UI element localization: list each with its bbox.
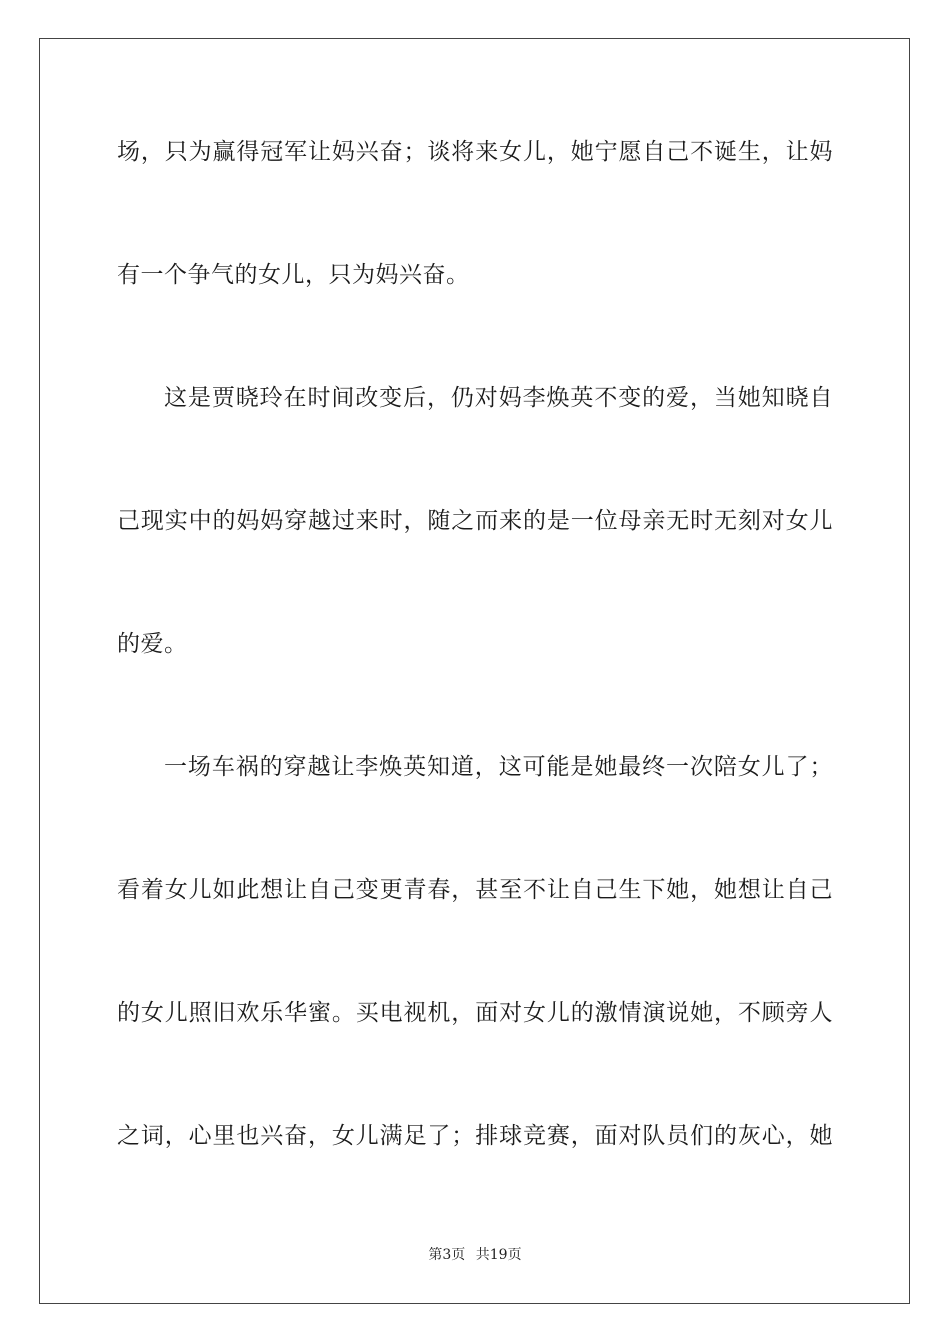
body-line-5: 的爱。 — [117, 631, 188, 657]
page-footer — [0, 1246, 950, 1264]
body-line-2: 有一个争气的女儿，只为妈兴奋。 — [117, 262, 470, 288]
paragraph-start-line-6: 一场车祸的穿越让李焕英知道，这可能是她最终一次陪女儿了； — [164, 754, 833, 780]
paragraph-start-line-3: 这是贾晓玲在时间改变后，仍对妈李焕英不变的爱，当她知晓自 — [164, 385, 833, 411]
page-border — [39, 38, 910, 1304]
body-line-8: 的女儿照旧欢乐华蜜。买电视机，面对女儿的激情演说她，不顾旁人 — [117, 1000, 833, 1026]
body-line-1: 场，只为赢得冠军让妈兴奋；谈将来女儿，她宁愿自己不诞生，让妈 — [117, 139, 833, 165]
page-total: 共19页 — [475, 1247, 522, 1263]
body-line-7: 看着女儿如此想让自己变更青春，甚至不让自己生下她，她想让自己 — [117, 877, 833, 903]
body-line-9: 之词，心里也兴奋，女儿满足了；排球竞赛，面对队员们的灰心，她 — [117, 1123, 833, 1149]
body-line-4: 己现实中的妈妈穿越过来时，随之而来的是一位母亲无时无刻对女儿 — [117, 508, 833, 534]
page-number: 第3页 — [428, 1247, 466, 1263]
